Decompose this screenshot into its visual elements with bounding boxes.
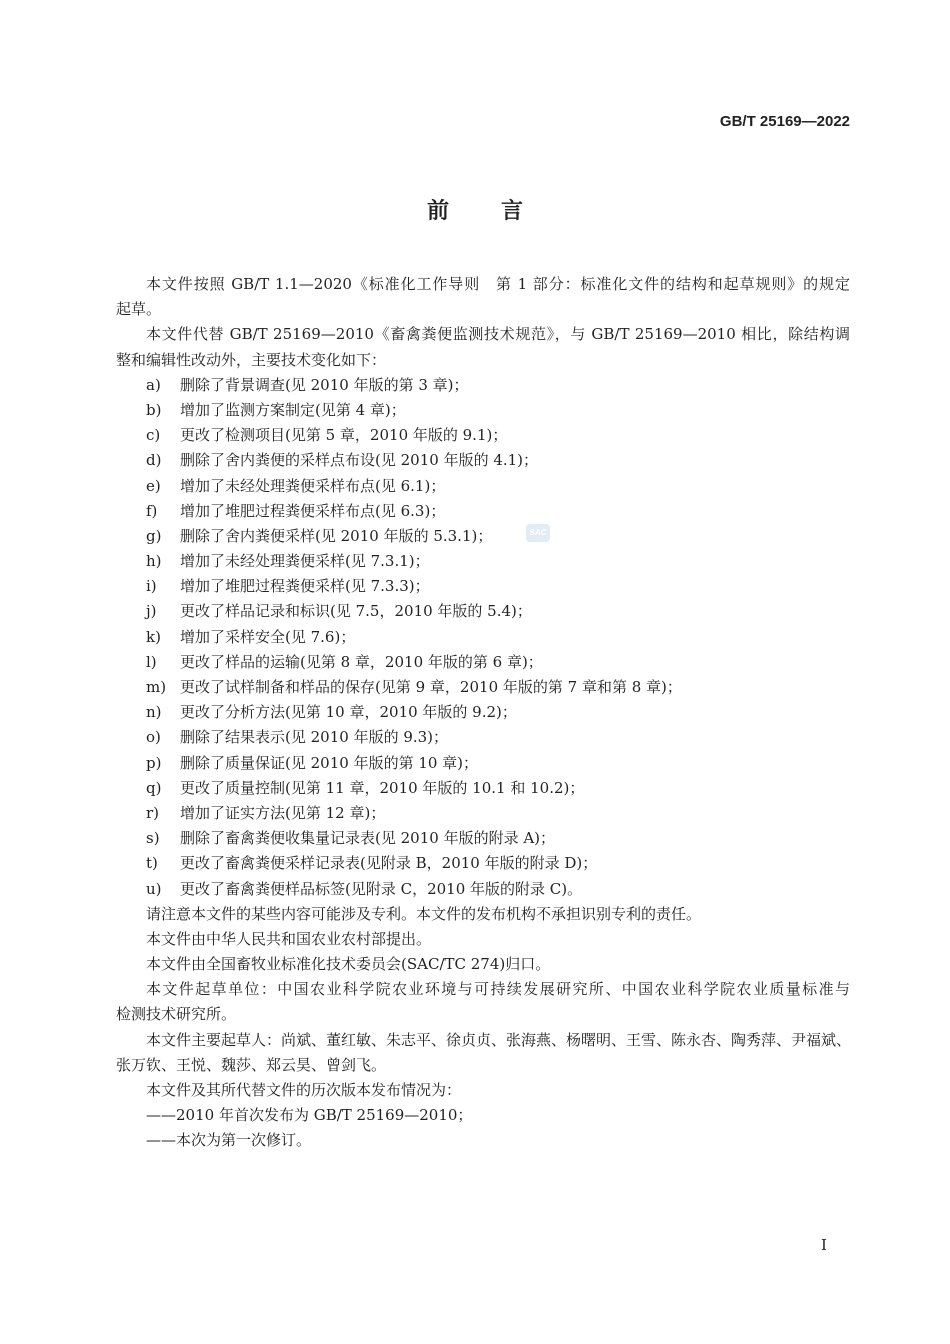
list-item <box>116 650 850 675</box>
list-item-label: k) <box>146 627 161 646</box>
list-item <box>116 776 850 801</box>
technical-committee: 本文件由全国畜牧业标准化技术委员会(SAC/TC 274)归口。 <box>146 955 551 974</box>
list-item <box>116 877 850 902</box>
list-item <box>116 675 850 700</box>
list-item-text: 增加了未经处理粪便采样布点(见 6.1)； <box>180 476 446 495</box>
list-item-label: f) <box>146 501 158 520</box>
paragraph-line: 整和编辑性改动外，主要技术变化如下： <box>116 350 387 369</box>
list-item <box>116 826 850 851</box>
list-item-text: 增加了采样安全(见 7.6)； <box>180 627 356 646</box>
list-item-text: 删除了舍内粪便的采样点布设(见 2010 年版的 4.1)； <box>180 451 539 470</box>
page-number: I <box>821 1236 827 1254</box>
patent-notice: 请注意本文件的某些内容可能涉及专利。本文件的发布机构不承担识别专利的责任。 <box>146 904 702 923</box>
list-item-text: 更改了样品的运输(见第 8 章，2010 年版的第 6 章)； <box>180 652 543 671</box>
list-item-label: e) <box>146 476 161 495</box>
list-item-label: q) <box>146 778 162 797</box>
list-item-text: 更改了试样制备和样品的保存(见第 9 章，2010 年版的第 7 章和第 8 章)； <box>180 678 682 696</box>
history-intro: 本文件及其所代替文件的历次版本发布情况为： <box>146 1081 462 1099</box>
standard-number: GB/T 25169—2022 <box>719 113 850 130</box>
list-item-text: 更改了检测项目(见第 5 章，2010 年版的 9.1)； <box>180 426 508 445</box>
list-item <box>116 474 850 499</box>
list-item <box>116 851 850 876</box>
drafting-units-cont: 检测技术研究所。 <box>116 1005 237 1024</box>
history-item: ——本次为第一次修订。 <box>146 1131 312 1150</box>
list-item-text: 删除了质量保证(见 2010 年版的第 10 章)； <box>180 753 479 772</box>
list-item-label: c) <box>146 426 161 445</box>
sac-watermark: SAC <box>526 524 550 542</box>
list-item-text: 增加了监测方案制定(见第 4 章)； <box>180 400 406 419</box>
list-item-label: a) <box>146 375 161 394</box>
list-item-label: g) <box>146 526 162 545</box>
list-item <box>116 448 850 473</box>
list-item <box>116 499 850 524</box>
list-item-text: 更改了质量控制(见第 11 章，2010 年版的 10.1 和 10.2)； <box>180 778 585 797</box>
drafting-units: 本文件起草单位：中国农业科学院农业环境与可持续发展研究所、中国农业科学院农业质量标准与 <box>146 980 850 999</box>
foreword-body <box>116 272 850 1154</box>
list-item <box>116 524 850 549</box>
list-item-text: 删除了背景调查(见 2010 年版的第 3 章)； <box>180 375 469 394</box>
list-item-label: d) <box>146 451 162 470</box>
list-item-label: i) <box>146 577 157 596</box>
list-item <box>116 625 850 650</box>
list-item <box>116 398 850 423</box>
list-item-text: 更改了分析方法(见第 10 章，2010 年版的 9.2)； <box>180 703 517 722</box>
list-item-text: 更改了样品记录和标识(见 7.5，2010 年版的 5.4)； <box>180 602 532 621</box>
list-item-label: j) <box>146 602 157 621</box>
list-item-label: l) <box>146 652 157 671</box>
list-item <box>116 423 850 448</box>
list-item-label: r) <box>146 803 160 822</box>
list-item-text: 更改了畜禽粪便样品标签(见附录 C，2010 年版的附录 C)。 <box>180 879 583 898</box>
list-item <box>116 700 850 725</box>
drafters-cont: 张万钦、王悦、魏莎、郑云昊、曾剑飞。 <box>116 1055 387 1074</box>
list-item-label: b) <box>146 400 162 419</box>
list-item-text: 增加了堆肥过程粪便采样(见 7.3.3)； <box>180 577 430 596</box>
list-item <box>116 725 850 750</box>
list-item-text: 更改了畜禽粪便采样记录表(见附录 B，2010 年版的附录 D)； <box>180 854 598 873</box>
list-item-text: 删除了畜禽粪便收集量记录表(见 2010 年版的附录 A)； <box>180 829 556 848</box>
list-item-label: p) <box>146 753 162 772</box>
changes-list <box>116 373 850 902</box>
list-item <box>116 801 850 826</box>
page-title: 前言 <box>426 198 575 224</box>
proposer: 本文件由中华人民共和国农业农村部提出。 <box>146 929 432 948</box>
list-item-label: u) <box>146 879 162 898</box>
paragraph-line: 本文件按照 GB/T 1.1—2020《标准化工作导则 第 1 部分：标准化文件的结构和起草规则》的规定 <box>146 275 850 293</box>
list-item-text: 增加了未经处理粪便采样(见 7.3.1)； <box>180 552 430 571</box>
drafters: 本文件主要起草人：尚斌、董红敏、朱志平、徐贞贞、张海燕、杨曙明、王雪、陈永杏、陶秀萍、尹福斌、 <box>146 1030 852 1049</box>
list-item-label: t) <box>146 854 158 873</box>
list-item-label: h) <box>146 552 162 571</box>
list-item-label: s) <box>146 829 160 848</box>
paragraph-line: 起草。 <box>116 300 162 319</box>
list-item <box>116 751 850 776</box>
list-item-label: o) <box>146 728 161 747</box>
paragraph-line: 本文件代替 GB/T 25169—2010《畜禽粪便监测技术规范》，与 GB/T 25169—2010 相比，除结构调 <box>146 325 850 344</box>
list-item-text: 删除了结果表示(见 2010 年版的 9.3)； <box>180 728 449 747</box>
list-item <box>116 549 850 574</box>
list-item <box>116 599 850 624</box>
list-item <box>116 373 850 398</box>
list-item-label: m) <box>146 678 167 696</box>
list-item-text: 删除了舍内粪便采样(见 2010 年版的 5.3.1)； <box>180 526 493 545</box>
list-item-label: n) <box>146 703 162 722</box>
list-item-text: 增加了证实方法(见第 12 章)； <box>180 803 386 822</box>
list-item <box>116 574 850 599</box>
list-item-text: 增加了堆肥过程粪便采样布点(见 6.3)； <box>180 501 446 520</box>
history-item: ——2010 年首次发布为 GB/T 25169—2010； <box>146 1106 473 1125</box>
